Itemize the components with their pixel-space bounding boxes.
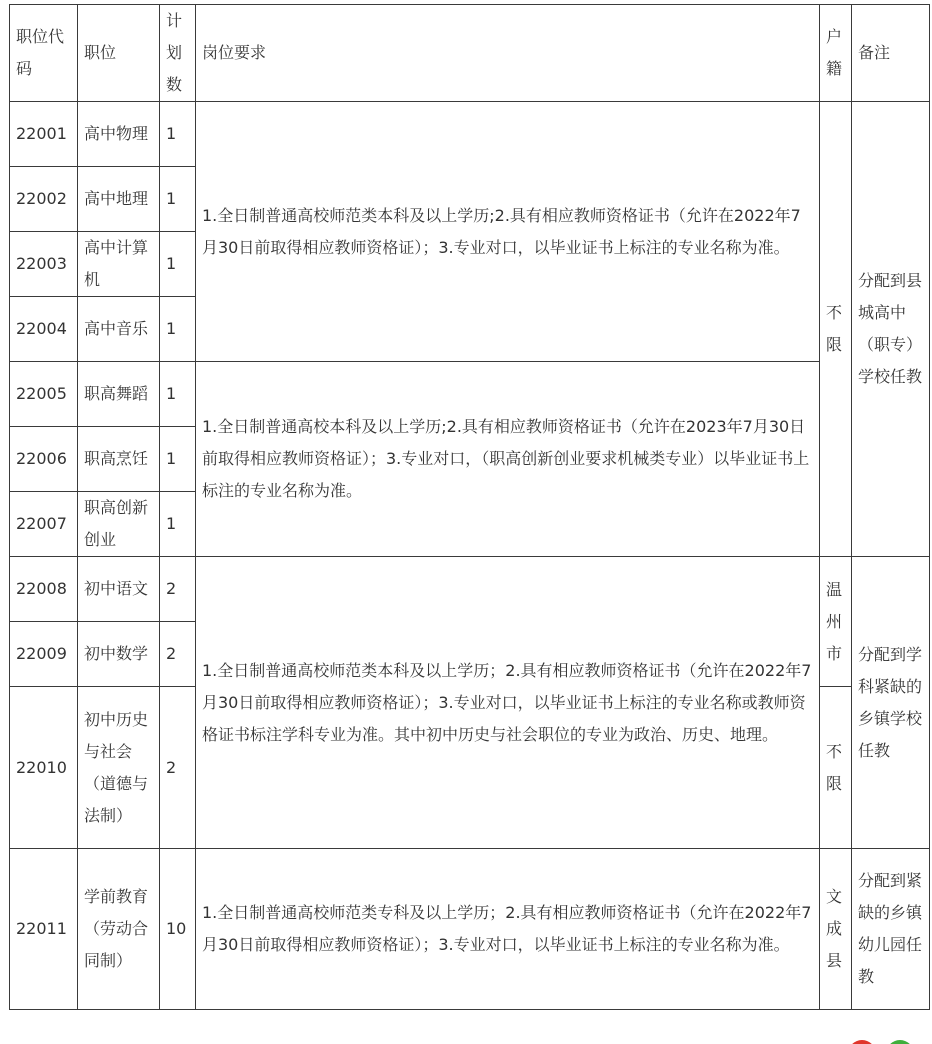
huji-cell: 不限 [820, 102, 852, 557]
job-code: 22007 [10, 492, 78, 557]
green-badge-icon[interactable] [886, 1040, 914, 1044]
header-code: 职位代码 [10, 5, 78, 102]
header-requirement: 岗位要求 [196, 5, 820, 102]
remark-cell: 分配到紧缺的乡镇幼儿园任教 [852, 849, 930, 1010]
job-position: 职高舞蹈 [78, 362, 160, 427]
job-code: 22002 [10, 167, 78, 232]
job-position: 初中历史与社会（道德与法制） [78, 687, 160, 849]
table-row [10, 849, 930, 1010]
job-plan: 2 [160, 622, 196, 687]
table-row [10, 102, 930, 167]
job-position: 高中音乐 [78, 297, 160, 362]
huji-cell: 不限 [820, 687, 852, 849]
job-position: 职高烹饪 [78, 427, 160, 492]
job-position: 职高创新创业 [78, 492, 160, 557]
table-row [10, 557, 930, 622]
job-code: 22006 [10, 427, 78, 492]
job-plan: 1 [160, 167, 196, 232]
job-position: 初中数学 [78, 622, 160, 687]
job-position: 高中地理 [78, 167, 160, 232]
header-row [10, 5, 930, 102]
huji-cell: 温州市 [820, 557, 852, 687]
job-plan: 2 [160, 687, 196, 849]
remark-cell: 分配到县城高中（职专）学校任教 [852, 102, 930, 557]
red-badge-icon[interactable] [848, 1040, 876, 1044]
table-row [10, 362, 930, 427]
requirement-cell: 1.全日制普通高校师范类本科及以上学历；2.具有相应教师资格证书（允许在2022年7月30日前取得相应教师资格证）；3.专业对口，以毕业证书上标注的专业名称或教师资格证书标注学科专业为准。其中初中历史与社会职位的专业为政治、历史、地理。 [196, 557, 820, 849]
header-position: 职位 [78, 5, 160, 102]
requirement-cell: 1.全日制普通高校师范类专科及以上学历；2.具有相应教师资格证书（允许在2022年7月30日前取得相应教师资格证）；3.专业对口，以毕业证书上标注的专业名称为准。 [196, 849, 820, 1010]
job-code: 22009 [10, 622, 78, 687]
job-position: 高中物理 [78, 102, 160, 167]
job-code: 22010 [10, 687, 78, 849]
job-position: 高中计算机 [78, 232, 160, 297]
requirement-cell: 1.全日制普通高校师范类本科及以上学历;2.具有相应教师资格证书（允许在2022年7月30日前取得相应教师资格证）；3.专业对口，以毕业证书上标注的专业名称为准。 [196, 102, 820, 362]
job-plan: 1 [160, 427, 196, 492]
header-huji: 户籍 [820, 5, 852, 102]
remark-cell: 分配到学科紧缺的乡镇学校任教 [852, 557, 930, 849]
job-code: 22011 [10, 849, 78, 1010]
job-code: 22003 [10, 232, 78, 297]
job-plan: 2 [160, 557, 196, 622]
share-badges [848, 1036, 918, 1044]
job-code: 22008 [10, 557, 78, 622]
job-plan: 1 [160, 492, 196, 557]
recruitment-table [9, 4, 930, 1010]
job-position: 学前教育（劳动合同制） [78, 849, 160, 1010]
requirement-cell: 1.全日制普通高校本科及以上学历;2.具有相应教师资格证书（允许在2023年7月30日前取得相应教师资格证）；3.专业对口，（职高创新创业要求机械类专业）以毕业证书上标注的专业名称为准。 [196, 362, 820, 557]
header-plan: 计划数 [160, 5, 196, 102]
job-code: 22005 [10, 362, 78, 427]
job-plan: 1 [160, 232, 196, 297]
job-position: 初中语文 [78, 557, 160, 622]
job-plan: 1 [160, 102, 196, 167]
header-remark: 备注 [852, 5, 930, 102]
job-plan: 1 [160, 362, 196, 427]
huji-cell: 文成县 [820, 849, 852, 1010]
job-code: 22001 [10, 102, 78, 167]
job-code: 22004 [10, 297, 78, 362]
job-plan: 10 [160, 849, 196, 1010]
job-plan: 1 [160, 297, 196, 362]
